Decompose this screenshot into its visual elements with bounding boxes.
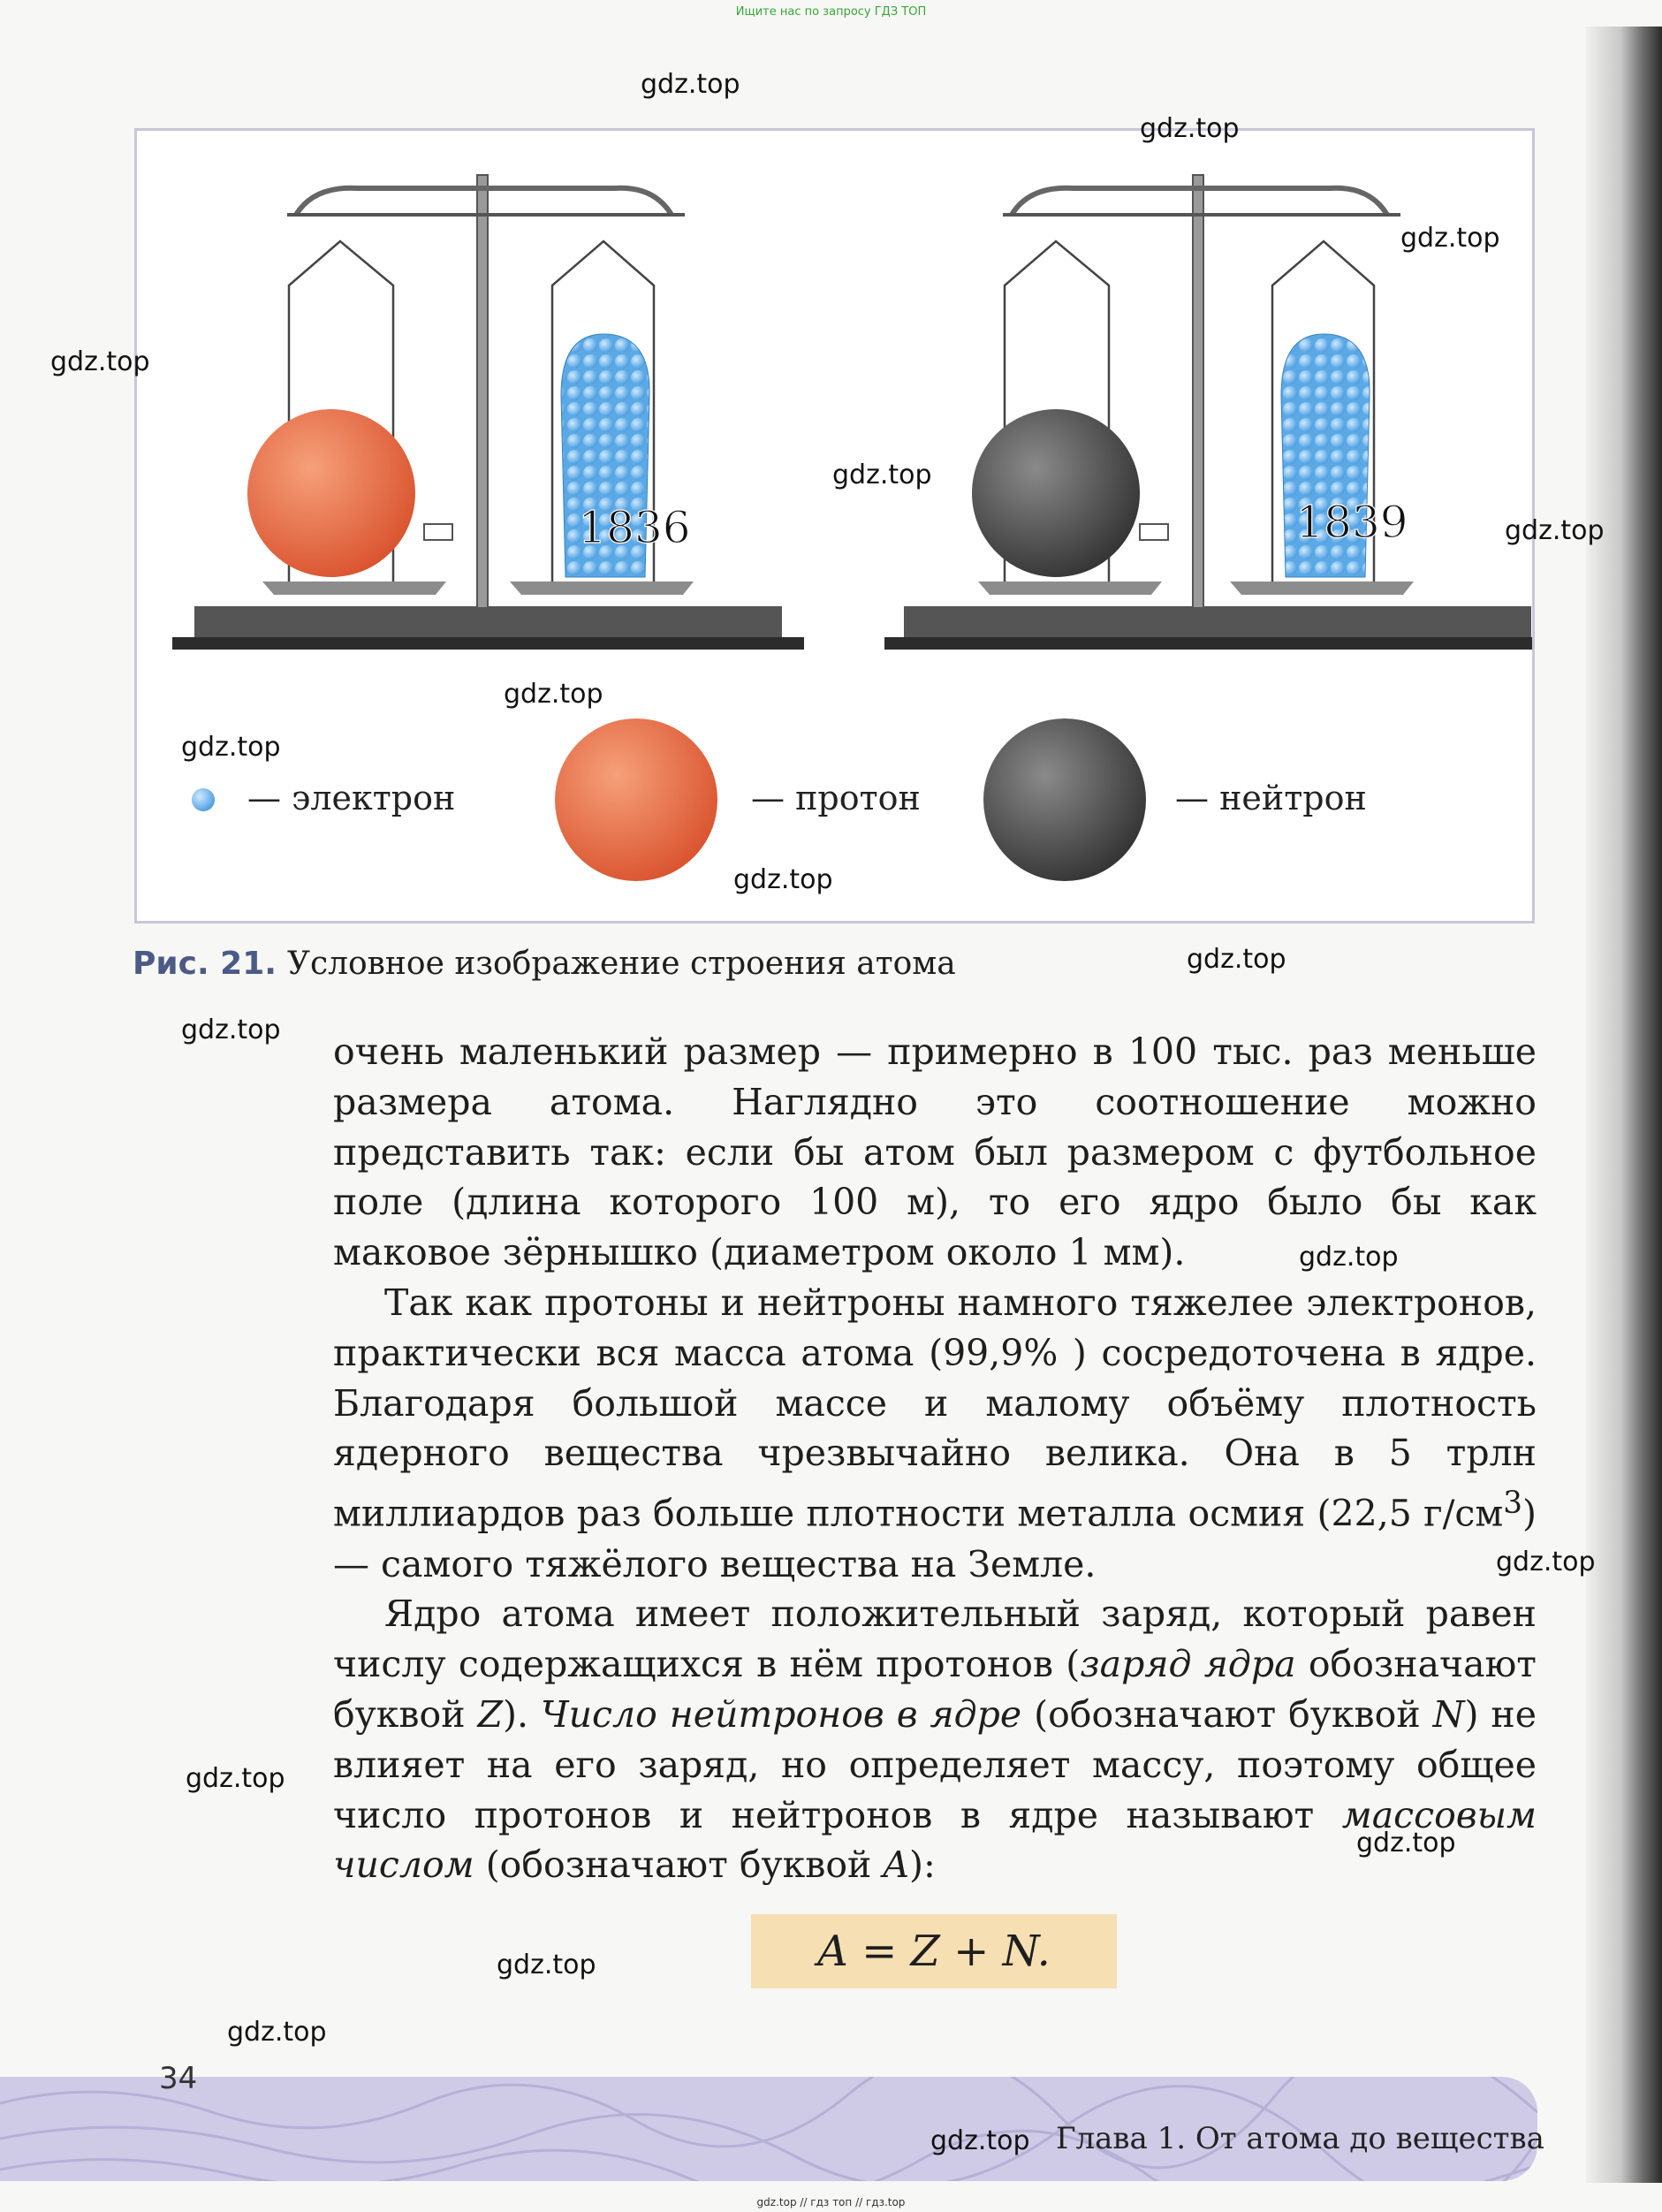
left-scale-proton [247,409,415,577]
paragraph-nucleus-mass: Так как протоны и нейтроны намного тяжелее электронов, практически вся масса атома (99,9% ) сосредоточена в ядре. Благодаря большой массе и малому объёму плотность ядерного вещества чрезвычайно велика. Она в 5 трлн миллиардов раз больше плотности металла осмия (22,5 $г/см^3$) — самого тяжёлого вещества на Земле. [333,1281,1537,1585]
term-neutron-number: Число нейтронов в ядре [540,1693,1022,1737]
watermark: gdz.top [1140,113,1240,144]
legend-electron-label: — электрон [247,779,456,817]
page-number: 34 [159,2061,198,2096]
watermark: gdz.top [181,732,281,763]
paragraph-nucleus-charge: Ядро атома имеет положительный заряд, который равен числу содержащихся в нём протонов (заряд ядра обозначают буквой Z). Число нейтронов в ядре (обозначают буквой N) не влияет на его заряд, но определяет массу, поэтому общее число протонов и нейтронов в ядре называют массовым числом (обозначают буквой A): [333,1592,1537,1887]
right-scale-base [904,606,1531,637]
left-scale-count: 1836 [578,502,691,553]
watermark: gdz.top [1299,1242,1399,1273]
page-binding-shadow [1586,27,1662,2183]
legend-proton-icon [555,718,717,881]
watermark: gdz.top [1187,944,1286,975]
figure-caption [133,946,956,982]
right-scale-count: 1839 [1295,497,1408,548]
figure-caption-text: Условное изображение строения атома [286,946,956,982]
footer-links[interactable]: gdz.top // гдз топ // гдз.top [756,2196,906,2208]
watermark: gdz.top [1400,223,1500,254]
paragraph-nucleus-size: очень маленький размер — примерно в 100 тыс. раз меньше размера атома. Наглядно это соотношение можно представить так: если бы атом был размером с футбольное поле (длина которого 100 м), то его ядро было бы как маковое зёрнышко (диаметром около 1 мм). [333,1030,1537,1274]
term-nuclear-charge: заряд ядра [1080,1643,1296,1686]
left-balance-scale [172,175,804,650]
legend-neutron-icon [983,718,1146,881]
legend-neutron-label: — нейтрон [1175,779,1367,817]
watermark: gdz.top [832,460,932,490]
body-text [333,1027,1537,1890]
watermark: gdz.top [1356,1828,1456,1859]
term-mass-number: массовым числом [333,1793,1537,1887]
watermark: gdz.top [1505,515,1605,546]
legend-electron-icon [192,788,215,811]
watermark: gdz.top [930,2125,1030,2156]
watermark: gdz.top [641,69,740,100]
figure-21-frame [134,128,1535,924]
watermark: gdz.top [1496,1547,1596,1577]
legend-proton-label: — протон [751,779,921,817]
top-search-notice[interactable]: Ищите нас по запросу ГДЗ ТОП [735,5,927,19]
chapter-title: Глава 1. От атома до вещества [1056,2121,1544,2156]
right-scale-neutron [972,409,1140,577]
watermark: gdz.top [50,346,150,377]
left-scale-base [194,606,782,637]
watermark: gdz.top [504,679,603,710]
watermark: gdz.top [497,1950,596,1980]
watermark: gdz.top [733,864,833,895]
mass-number-formula: A = Z + N. [751,1914,1117,1988]
figure-caption-number: Рис. 21. [133,946,277,982]
watermark: gdz.top [181,1015,281,1045]
watermark: gdz.top [186,1763,285,1794]
watermark: gdz.top [227,2017,327,2048]
